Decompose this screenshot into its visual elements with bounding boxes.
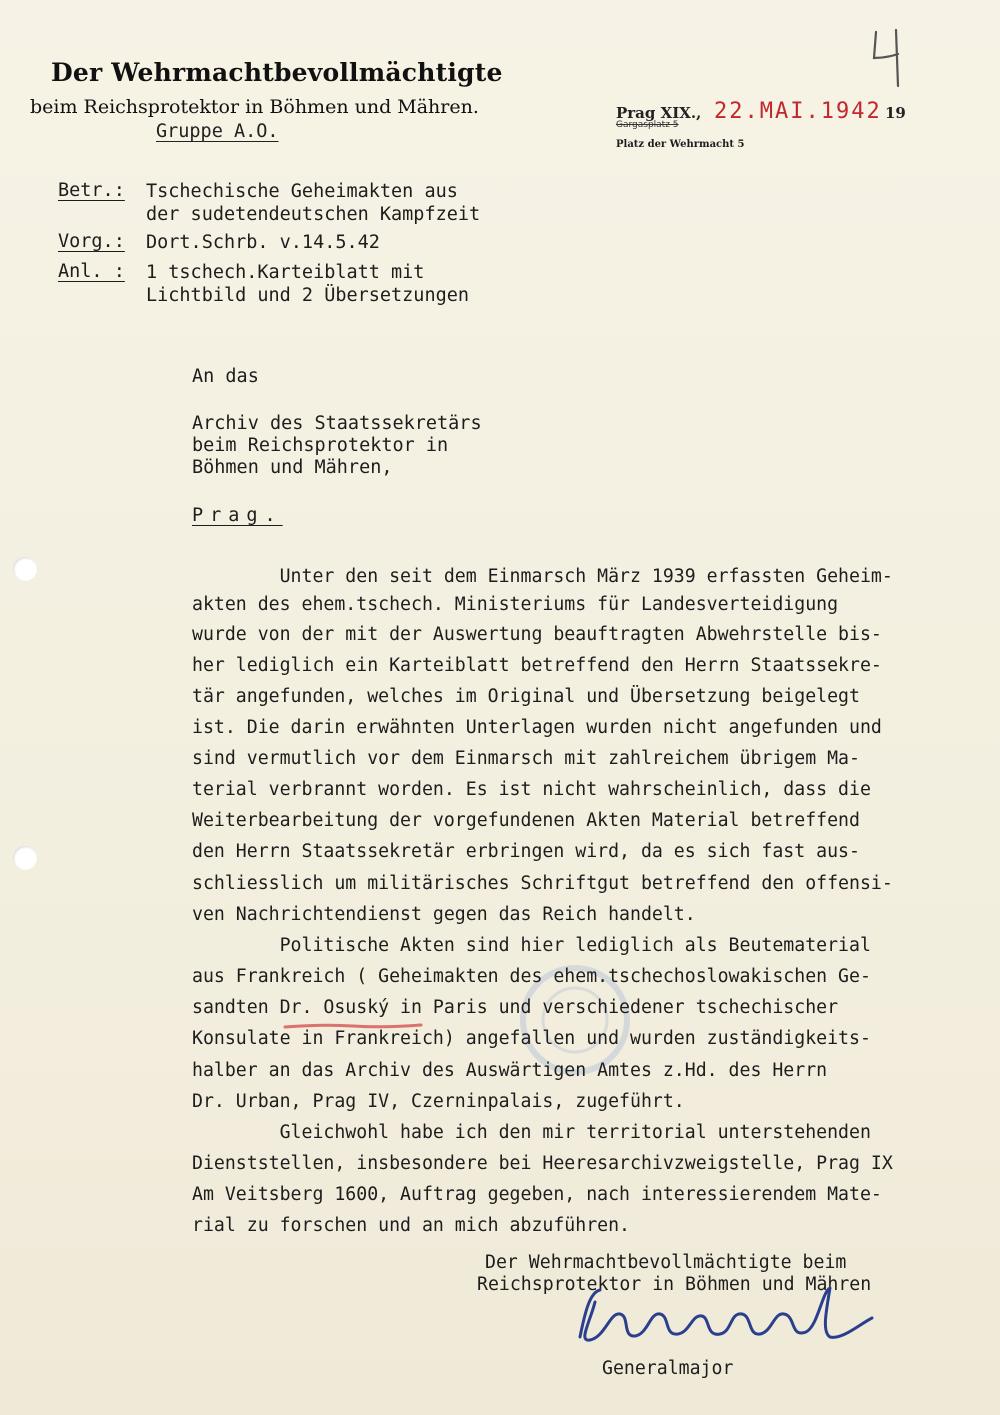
body-line: Unter den seit dem Einmarsch März 1939 erfassten Geheim- [192, 566, 893, 587]
body-line: sind vermutlich vor dem Einmarsch mit zahlreichem übrigem Ma- [192, 748, 860, 769]
city-label: Prag XIX., [616, 104, 702, 122]
body-line: akten des ehem.tschech. Ministeriums für Landesverteidigung [192, 594, 839, 615]
signatory-rank: Generalmajor [602, 1358, 734, 1379]
recipient-city: Prag. [192, 505, 283, 526]
body-line: aus Frankreich ( Geheimakten des ehem.tschechoslowakischen Ge- [192, 966, 871, 987]
letterhead-title: Der Wehrmachtbevollmächtigte [51, 58, 503, 87]
body-line: sandten Dr. Osuský in Paris und verschiedener tschechischer [192, 997, 839, 1018]
body-line: den Herrn Staatssekretär erbringen wird, da es sich fast aus- [192, 841, 860, 862]
ref-line: Tschechische Geheimakten aus [146, 181, 458, 202]
ref-label-betr: Betr.: [58, 180, 125, 201]
body-line: ist. Die darin erwähnten Unterlagen wurden nicht angefunden und [192, 717, 882, 738]
salutation: An das [192, 366, 259, 387]
body-line: Dienststellen, insbesondere bei Heeresarchivzweigstelle, Prag IX [192, 1153, 893, 1174]
recipient-line: Böhmen und Mähren, [192, 457, 393, 478]
ref-label-vorg: Vorg.: [58, 231, 125, 252]
year-prefix: 19 [885, 104, 906, 122]
body-line: Konsulate in Frankreich) angefallen und wurden zuständigkeits- [192, 1028, 871, 1049]
punch-hole [13, 846, 37, 870]
ref-line: Lichtbild und 2 Übersetzungen [146, 285, 470, 306]
ref-line: Dort.Schrb. v.14.5.42 [146, 232, 380, 253]
punch-hole [13, 557, 37, 581]
body-line: Gleichwohl habe ich den mir territorial unterstehenden [192, 1122, 871, 1143]
body-line: wurde von der mit der Auswertung beauftragten Abwehrstelle bis- [192, 624, 882, 645]
body-line: ven Nachrichtendienst gegen das Reich handelt. [192, 904, 696, 925]
recipient-line: beim Reichsprotektor in [192, 435, 449, 456]
letterhead-subtitle: beim Reichsprotektor in Böhmen und Mähren. [30, 96, 479, 118]
ref-line: der sudetendeutschen Kampfzeit [146, 204, 481, 225]
body-line: tär angefunden, welches im Original und Übersetzung beigelegt [192, 686, 860, 707]
ref-value-betr [146, 180, 480, 226]
signature-title-line: Reichsprotektor in Böhmen und Mähren [477, 1274, 872, 1295]
body-line: Dr. Urban, Prag IV, Czerninpalais, zugeführt. [192, 1091, 685, 1112]
body-line: terial verbrannt worden. Es ist nicht wahrscheinlich, dass die [192, 779, 871, 800]
body-line: her lediglich ein Karteiblatt betreffend den Herrn Staatssekre- [192, 655, 882, 676]
sender-address: Platz der Wehrmacht 5 [616, 139, 745, 150]
signature-title-line: Der Wehrmachtbevollmächtigte beim [485, 1252, 847, 1273]
ref-label-anl: Anl. : [58, 261, 125, 282]
date-stamp: 22.MAI.1942 [714, 99, 882, 124]
recipient-line: Archiv des Staatssekretärs [192, 413, 482, 434]
body-line: Am Veitsberg 1600, Auftrag gegeben, nach interessierendem Mate- [192, 1184, 882, 1205]
handwritten-signature [560, 1282, 880, 1352]
body-line: rial zu forschen und an mich abzuführen. [192, 1215, 630, 1236]
ref-value-vorg [146, 231, 380, 254]
body-line: schliesslich um militärisches Schriftgut betreffend den offensi- [192, 873, 893, 894]
ref-value-anl [146, 261, 469, 307]
body-line: Weiterbearbeitung der vorgefundenen Akten Material betreffend [192, 810, 860, 831]
group-label: Gruppe A.O. [156, 121, 279, 142]
handwritten-mark-icon [868, 28, 904, 88]
struck-address: Gargasplatz 5 [616, 120, 679, 130]
body-line: halber an das Archiv des Auswärtigen Amtes z.Hd. des Herrn [192, 1060, 828, 1081]
body-line: Politische Akten sind hier lediglich als Beutematerial [192, 935, 871, 956]
ref-line: 1 tschech.Karteiblatt mit [146, 262, 425, 283]
